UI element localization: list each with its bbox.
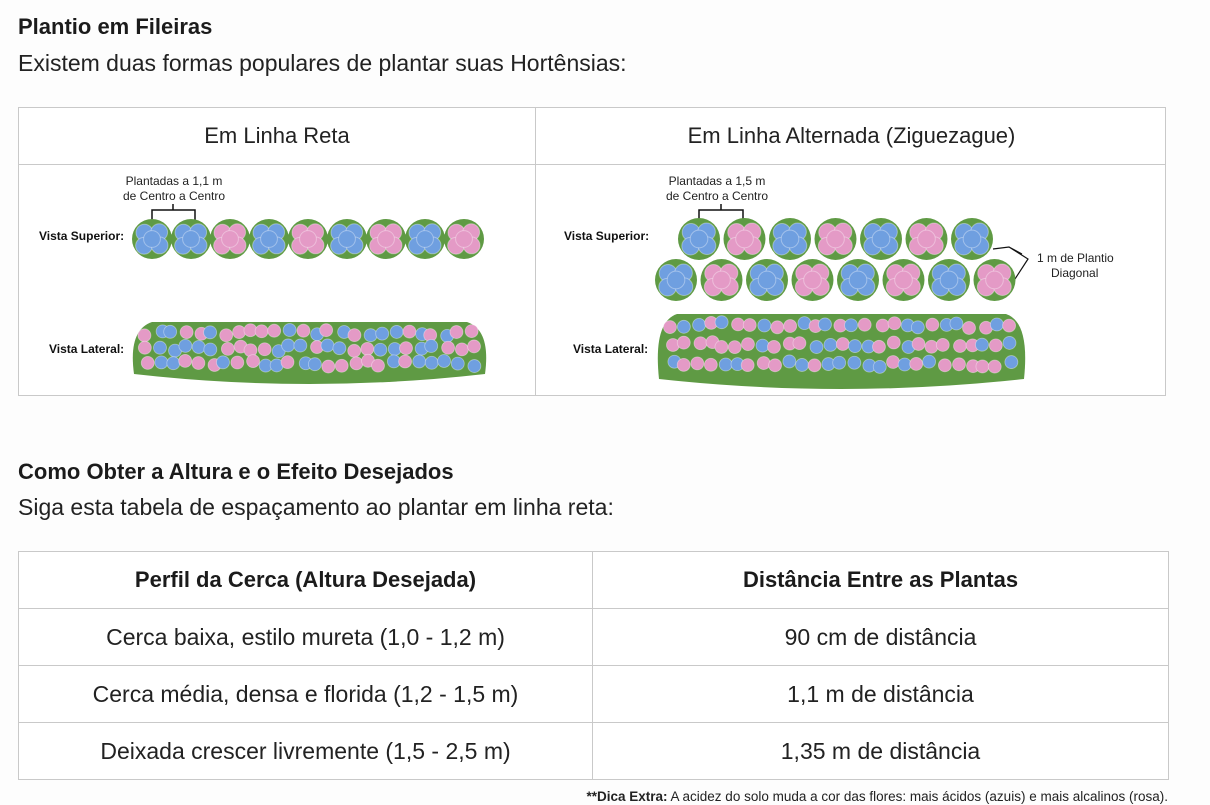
hedge-flower [438, 354, 451, 367]
hedge-flower [810, 341, 823, 354]
hydrangea-top-plant [792, 259, 834, 301]
zigzag-title: Em Linha Alternada (Ziguezague) [687, 123, 1016, 148]
hydrangea-top-plant [288, 219, 328, 259]
hedge-flower [455, 343, 468, 356]
hedge-flower [320, 324, 333, 337]
hedge-flower [364, 329, 377, 342]
hedge-flower [715, 340, 728, 353]
hedge-flower [872, 340, 885, 353]
hedge-flower [400, 342, 413, 355]
section-title-plantio: Plantio em Fileiras [18, 14, 213, 39]
hedge-flower [923, 355, 936, 368]
planting-diagram-panel [18, 107, 1166, 396]
hedge-flower [403, 325, 416, 338]
hydrangea-top-plant [746, 259, 788, 301]
right-spacing-label-1: Plantadas a 1,5 m [668, 174, 766, 188]
left-side-view-label: Vista Lateral: [49, 342, 125, 356]
left-top-view-label: Vista Superior: [39, 229, 125, 243]
hedge-flower [322, 360, 335, 373]
hedge-flower [833, 356, 846, 369]
hedge-flower [926, 318, 939, 331]
hedge-flower [413, 355, 426, 368]
hedge-flower [910, 357, 923, 370]
section-title-altura: Como Obter a Altura e o Efeito Desejados [18, 459, 454, 484]
hedge-flower [784, 320, 797, 333]
right-side-view-hedge [658, 314, 1025, 389]
hydrangea-top-plant [951, 218, 993, 260]
hedge-flower [694, 337, 707, 350]
table-cell-distance: 90 cm de distância [593, 609, 1169, 666]
hydrangea-top-plant [366, 219, 406, 259]
hedge-flower [848, 340, 861, 353]
hedge-flower [1003, 319, 1016, 332]
hedge-flower [283, 324, 296, 337]
hedge-flower [348, 329, 361, 342]
hedge-flower [451, 357, 464, 370]
hydrangea-top-plant [701, 259, 743, 301]
hedge-flower [771, 321, 784, 334]
table-cell-distance: 1,1 m de distância [593, 666, 1169, 723]
hedge-flower [153, 341, 166, 354]
hedge-flower [192, 356, 205, 369]
hedge-flower [988, 360, 1001, 373]
hedge-flower [898, 358, 911, 371]
hydrangea-top-plant [132, 219, 172, 259]
hedge-flower [677, 336, 690, 349]
hedge-flower [468, 340, 481, 353]
hedge-flower [677, 320, 690, 333]
hedge-flower [756, 339, 769, 352]
hedge-flower [425, 356, 438, 369]
hedge-flower [258, 343, 271, 356]
diagonal-label-1: 1 m de Plantio [1037, 251, 1114, 265]
hedge-flower [808, 359, 821, 372]
left-top-view-plants [132, 219, 484, 259]
hedge-flower [308, 358, 321, 371]
hedge-flower [255, 325, 268, 338]
hedge-flower [348, 344, 361, 357]
hedge-flower [372, 359, 385, 372]
diagonal-label-2: Diagonal [1051, 266, 1099, 280]
hedge-flower [795, 358, 808, 371]
hedge-flower [767, 340, 780, 353]
hedge-flower [281, 356, 294, 369]
hedge-flower [793, 337, 806, 350]
hedge-flower [282, 339, 295, 352]
hedge-flower [990, 318, 1003, 331]
hedge-flower [876, 319, 889, 332]
table-header-row [19, 552, 1169, 609]
hedge-flower [399, 355, 412, 368]
hedge-flower [465, 325, 478, 338]
hedge-flower [138, 329, 151, 342]
hydrangea-top-plant [815, 218, 857, 260]
hydrangea-top-plant [974, 259, 1016, 301]
hedge-flower [180, 326, 193, 339]
hydrangea-diagram [19, 108, 1167, 397]
hydrangea-top-plant [249, 219, 289, 259]
hedge-flower [425, 340, 438, 353]
hedge-flower [677, 358, 690, 371]
hedge-flower [963, 321, 976, 334]
hedge-flower [936, 338, 949, 351]
hedge-flower [141, 356, 154, 369]
hedge-flower [179, 339, 192, 352]
hedge-flower [704, 358, 717, 371]
hedge-flower [858, 318, 871, 331]
hedge-flower [442, 341, 455, 354]
right-top-view-plants [655, 218, 1016, 301]
hedge-flower [179, 354, 192, 367]
right-spacing-label-2: de Centro a Centro [665, 189, 769, 203]
section-subtitle-plantio: Existem duas formas populares de plantar suas Hortênsias: [18, 50, 627, 76]
hedge-flower [887, 356, 900, 369]
hedge-flower [167, 357, 180, 370]
hedge-flower [204, 326, 217, 339]
left-side-view-hedge [133, 322, 486, 384]
hedge-flower [233, 326, 246, 339]
hedge-flower [231, 356, 244, 369]
hedge-flower [691, 357, 704, 370]
hedge-flower [783, 355, 796, 368]
hedge-flower [732, 318, 745, 331]
hydrangea-top-plant [860, 218, 902, 260]
hedge-flower [350, 357, 363, 370]
spacing-table-wrapper [18, 551, 1168, 780]
hedge-flower [164, 325, 177, 338]
hydrangea-top-plant [405, 219, 445, 259]
hedge-flower [743, 319, 756, 332]
hydrangea-top-plant [928, 259, 970, 301]
hedge-flower [221, 342, 234, 355]
hedge-flower [925, 340, 938, 353]
hydrangea-top-plant [655, 259, 697, 301]
spacing-table [18, 551, 1169, 780]
hedge-flower [819, 318, 832, 331]
hedge-flower [887, 336, 900, 349]
hydrangea-top-plant [678, 218, 720, 260]
table-header-profile: Perfil da Cerca (Altura Desejada) [19, 552, 593, 609]
hedge-flower [374, 343, 387, 356]
hedge-flower [294, 339, 307, 352]
hydrangea-top-plant [724, 218, 766, 260]
right-top-view-label: Vista Superior: [564, 229, 650, 243]
hedge-flower [873, 360, 886, 373]
straight-line-title: Em Linha Reta [204, 123, 350, 148]
hedge-flower [769, 359, 782, 372]
table-cell-profile: Cerca baixa, estilo mureta (1,0 - 1,2 m) [19, 609, 593, 666]
hedge-flower [758, 319, 771, 332]
hedge-flower [976, 360, 989, 373]
hedge-flower [335, 359, 348, 372]
hedge-flower [1005, 356, 1018, 369]
hedge-flower [268, 324, 281, 337]
hedge-flower [450, 326, 463, 339]
hedge-flower [1003, 336, 1016, 349]
hedge-flower [297, 324, 310, 337]
hedge-flower [938, 359, 951, 372]
hedge-flower [204, 343, 217, 356]
hedge-flower [715, 316, 728, 329]
extra-tip-label: **Dica Extra: [586, 789, 668, 804]
hedge-flower [741, 338, 754, 351]
hydrangea-top-plant [883, 259, 925, 301]
hedge-flower [848, 356, 861, 369]
hydrangea-top-plant [837, 259, 879, 301]
table-row [19, 609, 1169, 666]
table-row [19, 723, 1169, 780]
hedge-flower [950, 317, 963, 330]
hedge-flower [953, 339, 966, 352]
hedge-flower [390, 325, 403, 338]
hydrangea-top-plant [171, 219, 211, 259]
hedge-flower [741, 359, 754, 372]
hedge-flower [911, 321, 924, 334]
hedge-flower [333, 342, 346, 355]
hedge-flower [953, 358, 966, 371]
table-cell-profile: Deixada crescer livremente (1,5 - 2,5 m) [19, 723, 593, 780]
hedge-flower [989, 339, 1002, 352]
hedge-flower [836, 338, 849, 351]
left-spacing-label-2: de Centro a Centro [122, 189, 226, 203]
hydrangea-top-plant [769, 218, 811, 260]
left-spacing-label-1: Plantadas a 1,1 m [125, 174, 223, 188]
table-row [19, 666, 1169, 723]
table-cell-profile: Cerca média, densa e florida (1,2 - 1,5 m) [19, 666, 593, 723]
hedge-flower [693, 318, 706, 331]
hydrangea-top-plant [906, 218, 948, 260]
hedge-flower [155, 356, 168, 369]
hydrangea-top-plant [327, 219, 367, 259]
hedge-flower [845, 319, 858, 332]
section-subtitle-altura: Siga esta tabela de espaçamento ao plantar em linha reta: [18, 494, 614, 520]
hedge-flower [888, 317, 901, 330]
hedge-flower [192, 340, 205, 353]
hedge-flower [361, 342, 374, 355]
left-spacing-bracket [152, 204, 195, 220]
hydrangea-top-plant [444, 219, 484, 259]
hedge-flower [757, 357, 770, 370]
hedge-flower [138, 341, 151, 354]
hedge-flower [728, 341, 741, 354]
hedge-flower [247, 355, 260, 368]
hedge-flower [376, 327, 389, 340]
hedge-flower [216, 356, 229, 369]
hedge-flower [468, 360, 481, 373]
extra-tip-text: A acidez do solo muda a cor das flores: mais ácidos (azuis) e mais alcalinos (rosa). [667, 789, 1168, 804]
extra-tip [586, 789, 1168, 804]
hedge-flower [824, 338, 837, 351]
table-header-distance: Distância Entre as Plantas [593, 552, 1169, 609]
hedge-flower [663, 321, 676, 334]
right-side-view-label: Vista Lateral: [573, 342, 649, 356]
hedge-flower [321, 339, 334, 352]
hedge-flower [719, 358, 732, 371]
table-cell-distance: 1,35 m de distância [593, 723, 1169, 780]
hedge-flower [220, 329, 233, 342]
hydrangea-top-plant [210, 219, 250, 259]
right-spacing-bracket [699, 204, 743, 220]
hedge-flower [975, 338, 988, 351]
hedge-flower [912, 337, 925, 350]
